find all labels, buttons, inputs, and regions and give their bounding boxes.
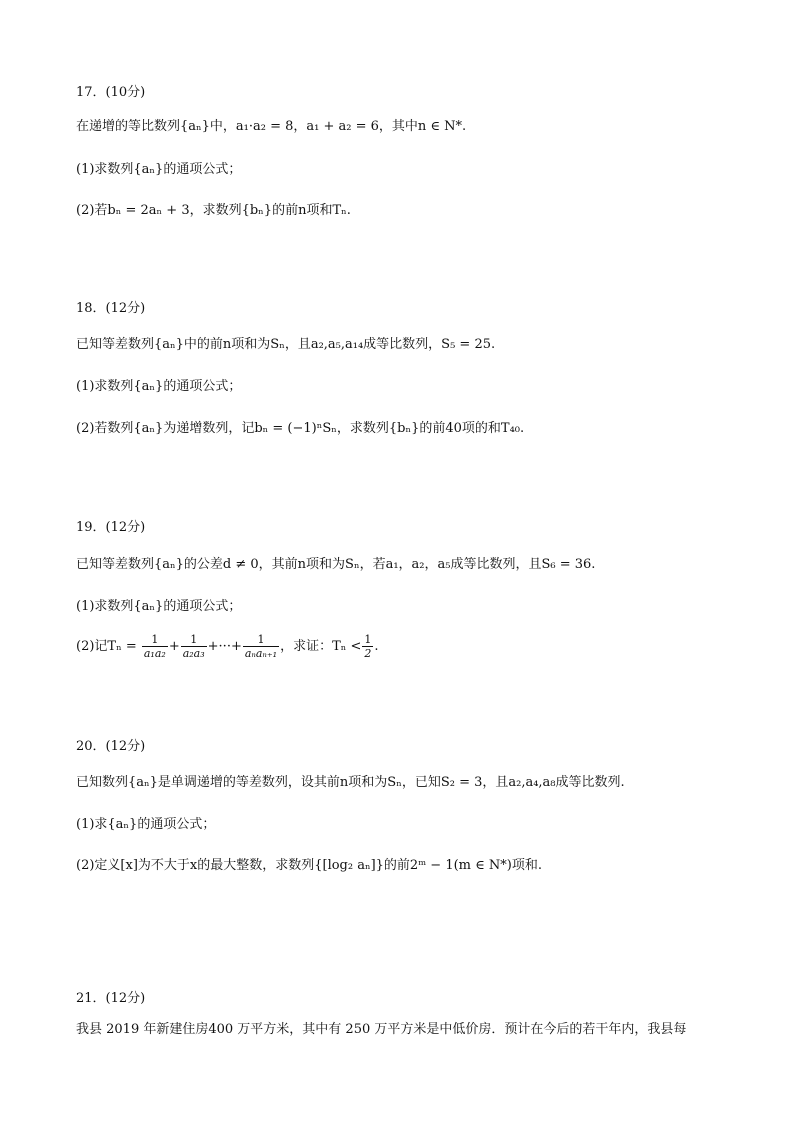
fraction-1-over-a2a3 bbox=[181, 633, 207, 660]
fraction-one-half bbox=[362, 633, 373, 660]
problem-18-statement: 已知等差数列{aₙ}中的前n项和为Sₙ，且a₂,a₅,a₁₄成等比数列，S₅ = 25. bbox=[76, 337, 496, 352]
fraction-1-over-a1a2 bbox=[142, 633, 168, 660]
problem-17-part-1: (1)求数列{aₙ}的通项公式； bbox=[76, 162, 242, 177]
problem-20-statement: 已知数列{aₙ}是单调递增的等差数列，设其前n项和为Sₙ，已知S₂ = 3，且a₂,a₄,a₈成等比数列. bbox=[76, 775, 625, 790]
fraction-numerator: 1 bbox=[142, 633, 168, 647]
plus-sign: + bbox=[168, 639, 180, 654]
problem-18-part-2: (2)若数列{aₙ}为递增数列，记bₙ = (−1)ⁿSₙ，求数列{bₙ}的前40项的和T₄₀. bbox=[76, 421, 525, 436]
problem-20-header: 20．(12分) bbox=[76, 739, 146, 754]
problem-18-part-1: (1)求数列{aₙ}的通项公式； bbox=[76, 379, 242, 394]
problem-18-header: 18．(12分) bbox=[76, 301, 146, 316]
problem-19-header: 19．(12分) bbox=[76, 520, 146, 535]
fraction-numerator: 1 bbox=[364, 633, 372, 646]
fraction-numerator: 1 bbox=[243, 633, 279, 647]
problem-19-part-2-prefix: (2)记Tₙ = bbox=[76, 639, 141, 654]
fraction-denominator: a₁a₂ bbox=[143, 647, 166, 660]
ellipsis-sum: +···+ bbox=[207, 639, 242, 654]
problem-20-part-1: (1)求{aₙ}的通项公式； bbox=[76, 817, 216, 832]
period: . bbox=[374, 639, 379, 654]
problem-19-statement: 已知等差数列{aₙ}的公差d ≠ 0，其前n项和为Sₙ，若a₁，a₂，a₅成等比数列，且S₆ = 36. bbox=[76, 557, 596, 572]
problem-19-part-2 bbox=[76, 630, 379, 664]
problem-20-part-2: (2)定义[x]为不大于x的最大整数，求数列{[log₂ aₙ]}的前2ᵐ − 1(m ∈ N*)项和. bbox=[76, 858, 542, 873]
fraction-numerator: 1 bbox=[181, 633, 207, 647]
fraction-1-over-an-an1 bbox=[243, 633, 279, 660]
problem-17-part-2: (2)若bₙ = 2aₙ + 3，求数列{bₙ}的前n项和Tₙ. bbox=[76, 203, 351, 218]
fraction-denominator: 2 bbox=[364, 647, 372, 660]
problem-19-part-1: (1)求数列{aₙ}的通项公式； bbox=[76, 599, 242, 614]
problem-17-statement: 在递增的等比数列{aₙ}中，a₁·a₂ = 8，a₁ + a₂ = 6，其中n ∈ N*. bbox=[76, 119, 467, 134]
problem-21-header: 21．(12分) bbox=[76, 991, 146, 1006]
fraction-denominator: a₂a₃ bbox=[182, 647, 205, 660]
fraction-denominator: aₙaₙ₊₁ bbox=[244, 647, 278, 660]
problem-17-header: 17．(10分) bbox=[76, 85, 146, 100]
prove-text: ，求证：Tₙ < bbox=[280, 639, 362, 654]
problem-21-statement: 我县 2019 年新建住房400 万平方米，其中有 250 万平方米是中低价房．预计在今后的若干年内，我县每 bbox=[76, 1022, 687, 1037]
